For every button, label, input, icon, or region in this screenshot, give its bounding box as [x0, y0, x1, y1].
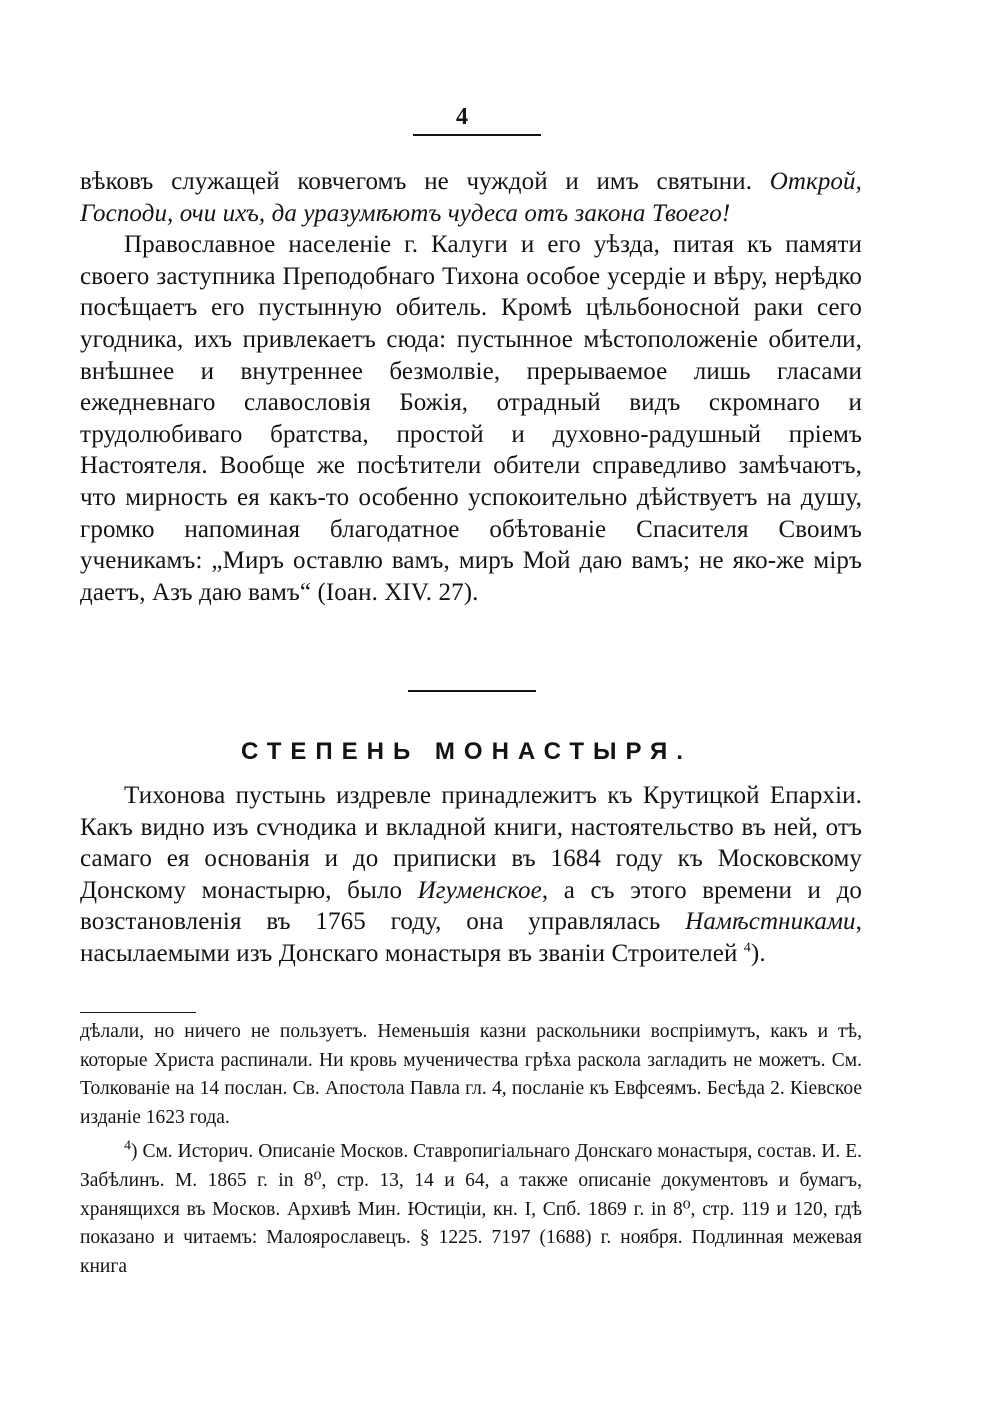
section-heading: СТЕПЕНЬ МОНАСТЫРЯ. — [241, 738, 692, 765]
italic-term: Игуменское — [417, 876, 542, 904]
footnote-reference: 4 — [743, 940, 751, 956]
text-run: ). — [750, 939, 766, 967]
footnote-text: ) См. Историч. Описаніе Москов. Ставропигіальнаго Донскаго монастыря, состав. И. Е. Забѣлинъ. М. 1865 г. in 8⁰, стр. 13, 14 и 64, а также описаніе документовъ и бумагъ, хранящихся въ Москов. Архивѣ Мин. Юстиціи, кн. I, Спб. 1869 г. in 8⁰, стр. 119 и 120, гдѣ показано и читаемъ: Малоярославецъ. § 1225. 7197 (1688) г. ноября. Подлинная межевая книга — [80, 1141, 862, 1277]
page-number-rule — [413, 134, 541, 136]
text-run: , а съ этого времени и до возстановленія въ 1765 году, она управлялась — [80, 876, 862, 936]
footnote-4 — [80, 1138, 862, 1281]
section-divider — [408, 690, 536, 692]
footnote-continuation: дѣлали, но ничего не пользуетъ. Неменьшія казни раскольники воспріимутъ, какъ и тѣ, которые Христа распинали. Ни кровь мученичества грѣха раскола загладить не можетъ. См. Толкованіе на 14 послан. Св. Апостола Павла гл. 4, посланіе къ Евфсеямъ. Бесѣда 2. Кіевское изданіе 1623 года. — [80, 1021, 862, 1128]
page-number: 4 — [456, 104, 468, 130]
footnote-number: 4 — [124, 1138, 131, 1154]
main-text-block — [80, 166, 862, 608]
text-run: , насылаемыми изъ Донскаго монастыря въ званіи Строителей — [80, 908, 862, 967]
footnote-separator — [80, 1012, 196, 1013]
paragraph-continuation — [80, 166, 862, 229]
paragraph-text: вѣковъ служащей ковчегомъ не чуждой и имъ святыни. — [80, 168, 770, 195]
italic-term: Намѣстниками — [685, 908, 856, 936]
italic-quote: Открой, Господи, очи ихъ, да уразумѣютъ чудеса отъ закона Твоего! — [80, 168, 862, 227]
text-run: Тихонова пустынь издревле принадлежитъ къ Крутицкой Епархіи. Какъ видно изъ сѵнодика и вкладной книги, настоятельство въ ней, отъ самаго ея основанія и до приписки въ 1684 году къ Московскому Донскому монастырю, было — [80, 782, 862, 904]
section-text-block — [80, 780, 862, 970]
paragraph-monastery-status — [80, 780, 862, 970]
footnotes — [80, 1018, 862, 1281]
paragraph-pilgrims: Православное населеніе г. Калуги и его уѣзда, питая къ памяти своего заступника Преподобнаго Тихона особое усердіе и вѣру, нерѣдко посѣщаетъ его пустынную обитель. Кромѣ цѣльбоносной раки сего угодника, ихъ привлекаетъ сюда: пустынное мѣстоположеніе обители, внѣшнее и внутреннее безмолвіе, прерываемое лишь гласами ежедневнаго славословія Божія, отрадный видъ скромнаго и трудолюбиваго братства, простой и духовно-радушный пріемъ Настоятеля. Вообще же посѣтители обители справедливо замѣчаютъ, что мирность ея какъ-то особенно успокоительно дѣйствуетъ на душу, громко напоминая благодатное обѣтованіе Спасителя Своимъ ученикамъ: „Миръ оставлю вамъ, миръ Мой даю вамъ; не яко-же міръ даетъ, Азъ даю вамъ“ (Іоан. XIV. 27). — [80, 231, 862, 606]
